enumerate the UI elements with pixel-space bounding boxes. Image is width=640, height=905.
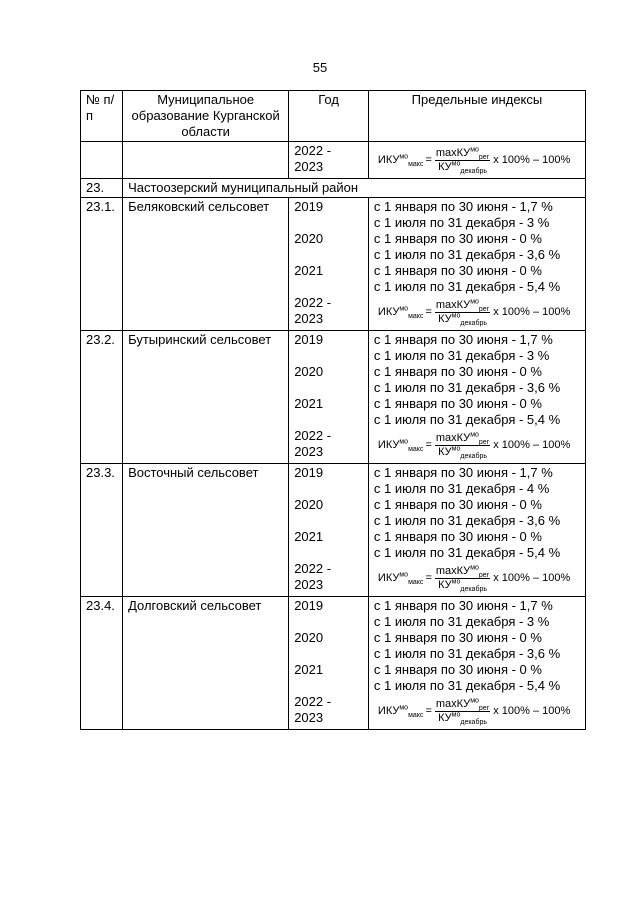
index-line: с 1 июля по 31 декабря - 5,4 % [373, 279, 561, 294]
index-line: с 1 января по 30 июня - 0 % [373, 529, 542, 544]
index-formula: $ИКУ^{мо}_{макс}$ = $\frac{\max КУ^{мо}_{рег}}{КУ^{мо}_{декабрь}}$ х 100% – 100% [377, 297, 571, 327]
entry-num: 23.1. [81, 198, 123, 331]
entry-years [289, 464, 369, 597]
entry-num: 23.2. [81, 331, 123, 464]
index-line: с 1 января по 30 июня - 1,7 % [373, 598, 553, 613]
continuation-row [81, 142, 586, 179]
entry-indices [368, 331, 585, 464]
entry-years [289, 198, 369, 331]
index-line: с 1 января по 30 июня - 0 % [373, 630, 542, 645]
index-line: с 1 января по 30 июня - 0 % [373, 396, 542, 411]
formula-fraction [435, 698, 490, 725]
index-line: с 1 июля по 31 декабря - 3 % [373, 614, 550, 629]
index-line: с 1 января по 30 июня - 1,7 % [373, 465, 553, 480]
year-label: 2022 - 2023 [294, 694, 332, 725]
district-num: 23. [81, 179, 123, 198]
index-line: с 1 июля по 31 декабря - 5,4 % [373, 545, 561, 560]
entry-years [289, 597, 369, 730]
header-municipality: Муниципальное образование Курганской области [123, 91, 289, 142]
entry-num: 23.4. [81, 597, 123, 730]
index-line: с 1 июля по 31 декабря - 5,4 % [373, 678, 561, 693]
formula-denominator: $КУ^{мо}_{декабрь}$ [438, 577, 487, 593]
year-label: 2021 [294, 529, 324, 544]
index-formula: $ИКУ^{мо}_{макс}$ = $\frac{\max КУ^{мо}_{рег}}{КУ^{мо}_{декабрь}}$ х 100% – 100% [377, 145, 571, 175]
formula-fraction [435, 147, 490, 174]
year-label: 2020 [294, 364, 324, 379]
index-line: с 1 января по 30 июня - 1,7 % [373, 199, 553, 214]
entry-municipality: Долговский сельсовет [123, 597, 289, 730]
year-label: 2022 - 2023 [294, 561, 332, 592]
year-label: 2022 - 2023 [294, 428, 332, 459]
index-line: с 1 июля по 31 декабря - 3 % [373, 215, 550, 230]
formula-denominator: $КУ^{мо}_{декабрь}$ [438, 710, 487, 726]
entry-num: 23.3. [81, 464, 123, 597]
year-label: 2021 [294, 263, 324, 278]
header-num: № п/п [81, 91, 123, 142]
index-line: с 1 января по 30 июня - 0 % [373, 231, 542, 246]
table-row [81, 597, 586, 730]
entry-indices [368, 198, 585, 331]
district-name: Частоозерский муниципальный район [123, 179, 586, 198]
table-row [81, 331, 586, 464]
year-label: 2020 [294, 231, 324, 246]
index-formula: $ИКУ^{мо}_{макс}$ = $\frac{\max КУ^{мо}_{рег}}{КУ^{мо}_{декабрь}}$ х 100% – 100% [377, 696, 571, 726]
index-line: с 1 июля по 31 декабря - 3,6 % [373, 380, 561, 395]
entry-years [289, 331, 369, 464]
index-line: с 1 января по 30 июня - 0 % [373, 364, 542, 379]
formula-fraction [435, 565, 490, 592]
entry-municipality: Восточный сельсовет [123, 464, 289, 597]
index-line: с 1 июля по 31 декабря - 3,6 % [373, 646, 561, 661]
header-year: Год [289, 91, 369, 142]
formula-numerator: maxКУ$^{мо}_{рег}$ [435, 430, 490, 446]
formula-denominator: $КУ^{мо}_{декабрь}$ [438, 159, 487, 175]
year-label: 2021 [294, 662, 324, 677]
entry-municipality: Бутыринский сельсовет [123, 331, 289, 464]
entry-municipality: Беляковский сельсовет [123, 198, 289, 331]
index-line: с 1 января по 30 июня - 1,7 % [373, 332, 553, 347]
indices-table [80, 90, 586, 730]
formula-fraction [435, 299, 490, 326]
index-line: с 1 января по 30 июня - 0 % [373, 263, 542, 278]
page-number: 55 [312, 60, 328, 75]
year-label: 2019 [294, 199, 324, 214]
table-header-row [81, 91, 586, 142]
entry-indices [368, 597, 585, 730]
formula-numerator: maxКУ$^{мо}_{рег}$ [435, 145, 490, 161]
district-row [81, 179, 586, 198]
year-label: 2019 [294, 332, 324, 347]
year-label: 2019 [294, 465, 324, 480]
year-label: 2020 [294, 497, 324, 512]
table-row [81, 464, 586, 597]
entry-indices [368, 464, 585, 597]
year-label: 2022 - 2023 [294, 295, 332, 326]
index-line: с 1 июля по 31 декабря - 5,4 % [373, 412, 561, 427]
formula-numerator: maxКУ$^{мо}_{рег}$ [435, 563, 490, 579]
formula-denominator: $КУ^{мо}_{декабрь}$ [438, 311, 487, 327]
index-line: с 1 июля по 31 декабря - 3,6 % [373, 247, 561, 262]
index-formula: $ИКУ^{мо}_{макс}$ = $\frac{\max КУ^{мо}_{рег}}{КУ^{мо}_{декабрь}}$ х 100% – 100% [377, 430, 571, 460]
table-row [81, 198, 586, 331]
index-formula: $ИКУ^{мо}_{макс}$ = $\frac{\max КУ^{мо}_{рег}}{КУ^{мо}_{декабрь}}$ х 100% – 100% [377, 563, 571, 593]
year-label: 2021 [294, 396, 324, 411]
formula-fraction [435, 432, 490, 459]
formula-denominator: $КУ^{мо}_{декабрь}$ [438, 444, 487, 460]
formula-numerator: maxКУ$^{мо}_{рег}$ [435, 696, 490, 712]
index-line: с 1 января по 30 июня - 0 % [373, 662, 542, 677]
formula-numerator: maxКУ$^{мо}_{рег}$ [435, 297, 490, 313]
index-line: с 1 июля по 31 декабря - 4 % [373, 481, 550, 496]
index-line: с 1 января по 30 июня - 0 % [373, 497, 542, 512]
year-label: 2020 [294, 630, 324, 645]
year-label: 2019 [294, 598, 324, 613]
index-line: с 1 июля по 31 декабря - 3,6 % [373, 513, 561, 528]
index-line: с 1 июля по 31 декабря - 3 % [373, 348, 550, 363]
header-indices: Предельные индексы [368, 91, 585, 142]
continuation-year: 2022 - 2023 [289, 142, 369, 179]
